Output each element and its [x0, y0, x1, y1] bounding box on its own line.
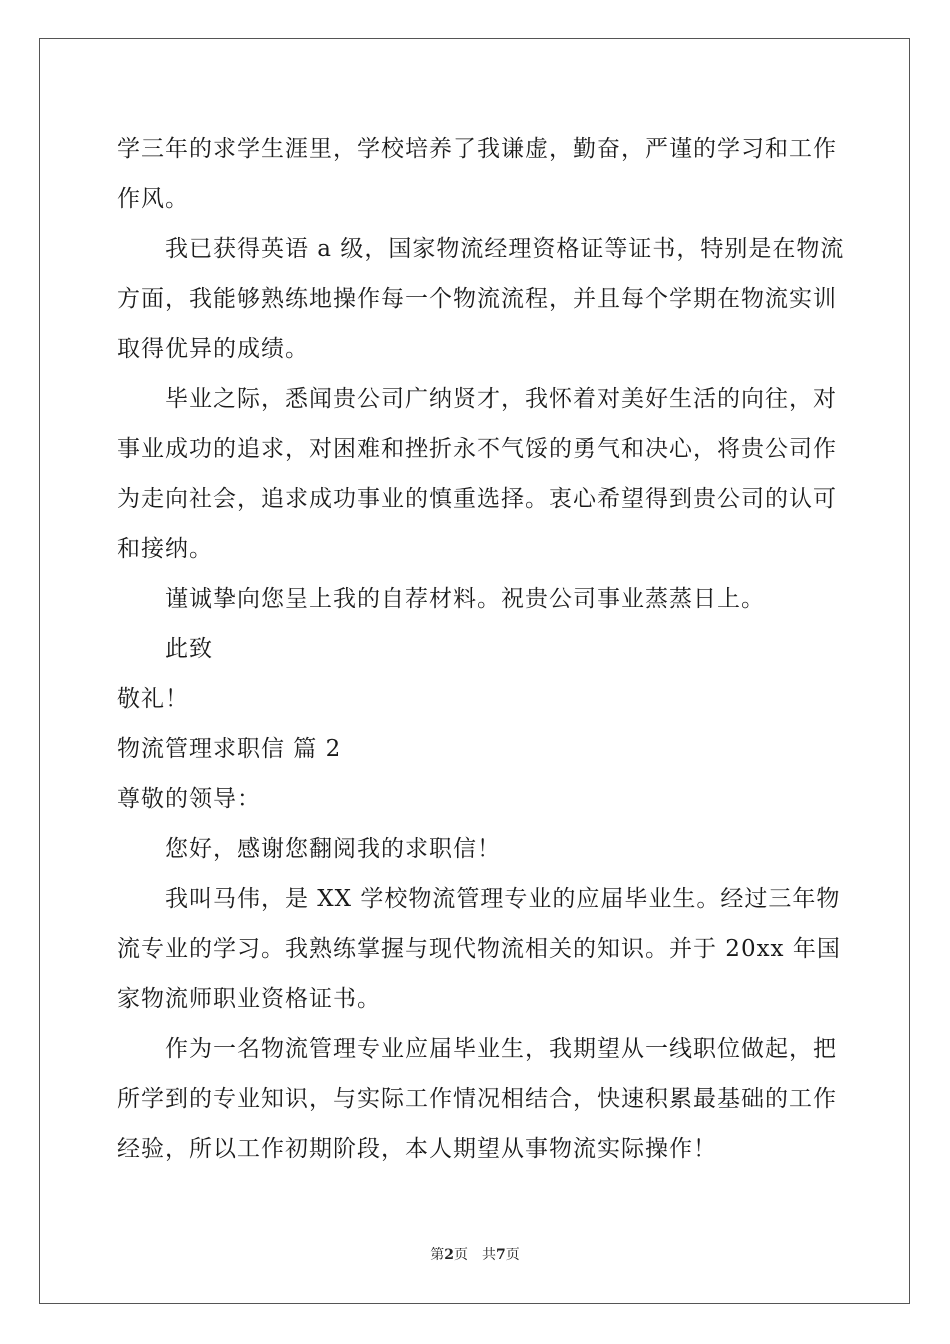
text-line: 和接纳。	[117, 536, 213, 562]
salutation-regards: 敬礼！	[117, 686, 189, 712]
text-line: 作为一名物流管理专业应届毕业生，我期望从一线职位做起，把	[165, 1036, 837, 1062]
text-line: 学三年的求学生涯里，学校培养了我谦虚，勤奋，严谨的学习和工作	[117, 136, 837, 162]
text-line: 谨诚挚向您呈上我的自荐材料。祝贵公司事业蒸蒸日上。	[165, 586, 765, 612]
text-line: 您好，感谢您翻阅我的求职信！	[165, 836, 501, 862]
text-line: 为走向社会，追求成功事业的慎重选择。衷心希望得到贵公司的认可	[117, 486, 837, 512]
text-line: 我已获得英语 a 级，国家物流经理资格证等证书，特别是在物流	[165, 236, 845, 262]
page-current: 2	[444, 1247, 454, 1263]
section-heading: 物流管理求职信 篇 2	[117, 736, 342, 762]
page-unit: 页	[454, 1247, 468, 1263]
total-prefix: 共	[482, 1247, 496, 1263]
text-line: 取得优异的成绩。	[117, 336, 309, 362]
text-line: 家物流师职业资格证书。	[117, 986, 381, 1012]
text-line: 经验，所以工作初期阶段，本人期望从事物流实际操作！	[117, 1136, 717, 1162]
text-line: 我叫马伟，是 XX 学校物流管理专业的应届毕业生。经过三年物	[165, 886, 841, 912]
text-line: 事业成功的追求，对困难和挫折永不气馁的勇气和决心，将贵公司作	[117, 436, 837, 462]
salutation-closing: 此致	[165, 636, 213, 662]
text-line: 所学到的专业知识，与实际工作情况相结合，快速积累最基础的工作	[117, 1086, 837, 1112]
page-total: 7	[496, 1247, 506, 1263]
total-unit: 页	[505, 1247, 520, 1263]
greeting: 尊敬的领导：	[117, 786, 261, 812]
page-prefix: 第	[430, 1247, 445, 1263]
text-line: 流专业的学习。我熟练掌握与现代物流相关的知识。并于 20xx 年国	[117, 936, 841, 962]
text-line: 作风。	[117, 186, 189, 212]
text-line: 毕业之际，悉闻贵公司广纳贤才，我怀着对美好生活的向往，对	[165, 386, 837, 412]
document-body	[117, 124, 845, 1174]
page-footer	[0, 1244, 950, 1264]
text-line: 方面，我能够熟练地操作每一个物流流程，并且每个学期在物流实训	[117, 286, 837, 312]
